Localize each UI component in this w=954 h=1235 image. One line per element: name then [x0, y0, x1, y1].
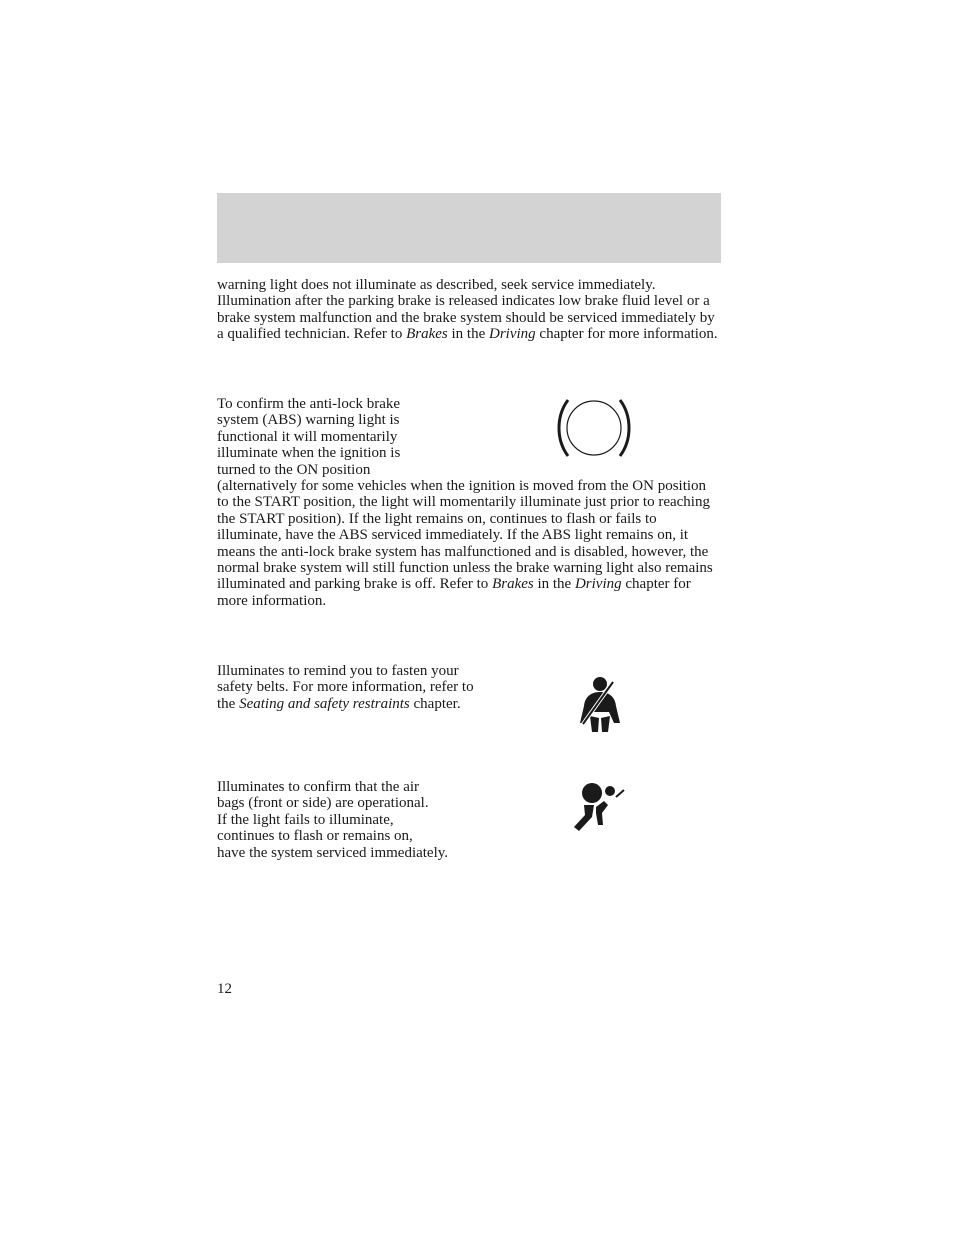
abs-lead-text: To confirm the anti-lock brake system (ABS) warning light is functional it will momentarily illuminate when the ignition is turned to the ON position	[217, 396, 401, 478]
abs-warning-icon	[557, 396, 631, 460]
page-number: 12	[217, 981, 232, 997]
safety-belt-icon	[575, 676, 625, 734]
safety-belt-text: Illuminates to remind you to fasten your safety belts. For more information, refer to the Seating and safety restraints chapter.	[217, 663, 474, 712]
airbag-icon	[570, 781, 630, 833]
airbag-text: Illuminates to confirm that the air bags (front or side) are operational. If the light fails to illuminate, continues to flash or remains on, have the system serviced immediately.	[217, 779, 449, 861]
header-band	[217, 193, 721, 263]
abs-section	[217, 396, 721, 609]
brake-warning-paragraph: warning light does not illuminate as described, seek service immediately. Illumination after the parking brake is released indicates low brake fluid level or a brake system malfunction and the brake system should be serviced immediately by a qualified technician. Refer to Brakes in the Driving chapter for more information.	[217, 277, 718, 343]
abs-body-text: (alternatively for some vehicles when the ignition is moved from the ON position to the START position, the light will momentarily illuminate just prior to reaching the START position). If the light remains on, continues to flash or fails to illuminate, have the ABS serviced immediately. If the ABS light remains on, it means the anti-lock brake system has malfunctioned and is disabled, however, the normal brake system will still function unless the brake warning light also remains illuminated and parking brake is off. Refer to Brakes in the Driving chapter for more information.	[217, 478, 713, 609]
